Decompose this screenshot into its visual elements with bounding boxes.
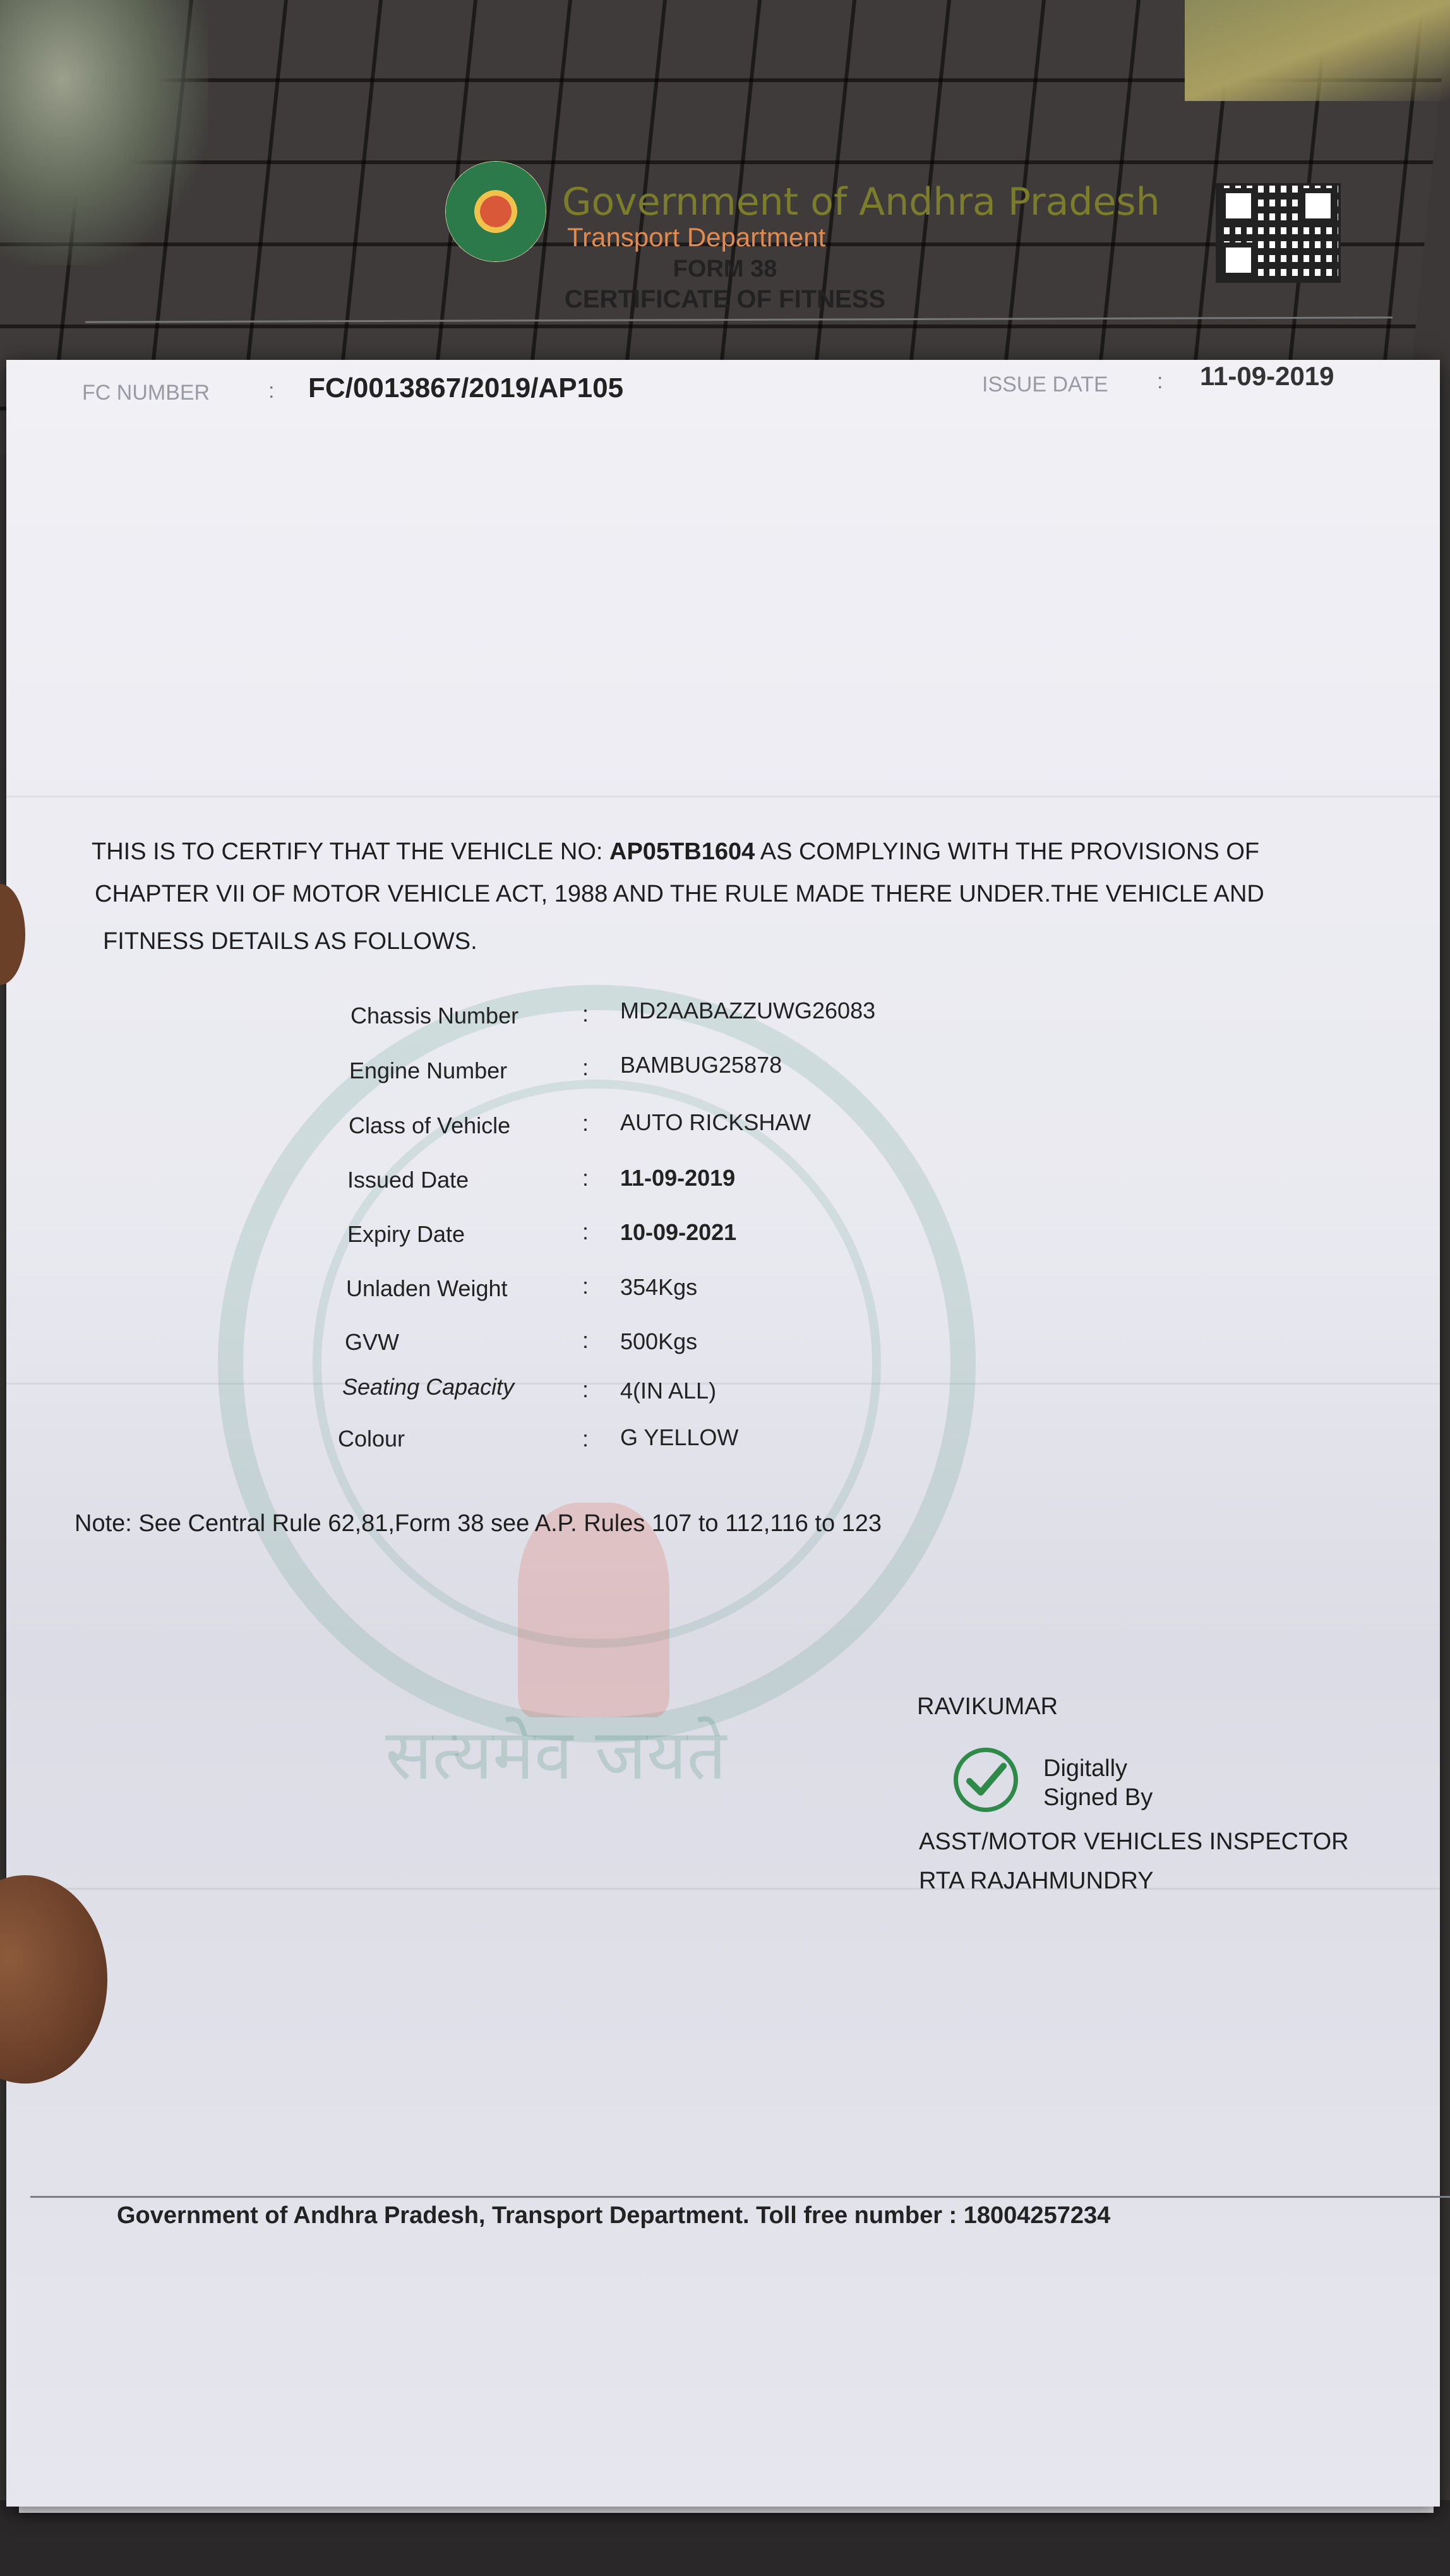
detail-colon: : xyxy=(582,1001,589,1027)
paper-fold xyxy=(6,796,1440,797)
vehicle-number: AP05TB1604 xyxy=(609,838,755,865)
check-mark-icon xyxy=(966,1761,1007,1799)
detail-colon: : xyxy=(582,1273,589,1299)
plastic-wrap xyxy=(0,0,208,265)
detail-label: Class of Vehicle xyxy=(349,1112,511,1138)
detail-colon: : xyxy=(582,1426,589,1452)
detail-value-gvw: 500Kgs xyxy=(620,1328,698,1354)
signer-designation: ASST/MOTOR VEHICLES INSPECTOR xyxy=(919,1828,1349,1855)
digitally-label: Digitally xyxy=(1043,1755,1128,1782)
qr-code-icon xyxy=(1216,183,1341,283)
detail-label: Engine Number xyxy=(349,1058,508,1083)
issue-date-label: ISSUE DATE xyxy=(982,373,1108,397)
detail-colon: : xyxy=(582,1376,589,1402)
qr-finder xyxy=(1221,188,1256,224)
detail-value-expiry-date: 10-09-2021 xyxy=(620,1219,737,1245)
fc-number-label: FC NUMBER xyxy=(82,381,210,405)
certification-prefix: THIS IS TO CERTIFY THAT THE VEHICLE NO: xyxy=(92,838,610,865)
rules-note: Note: See Central Rule 62,81,Form 38 see A.P. Rules 107 to 112,116 to 123 xyxy=(75,1510,882,1537)
detail-value-engine: BAMBUG25878 xyxy=(620,1052,782,1078)
issue-date-colon: : xyxy=(1157,369,1163,393)
detail-colon: : xyxy=(582,1054,589,1080)
footer-text: Government of Andhra Pradesh, Transport Department. Toll free number : 18004257234 xyxy=(117,2202,1111,2229)
detail-label: Unladen Weight xyxy=(346,1275,508,1301)
detail-colon: : xyxy=(582,1110,589,1136)
issue-date-value: 11-09-2019 xyxy=(1200,361,1334,391)
certification-suffix: AS COMPLYING WITH THE PROVISIONS OF xyxy=(755,838,1260,865)
detail-label: Chassis Number xyxy=(351,1003,519,1029)
footer-divider xyxy=(30,2196,1450,2198)
watermark-motto: सत्यमेव जयते xyxy=(385,1714,727,1795)
detail-label: Expiry Date xyxy=(347,1221,465,1247)
detail-colon: : xyxy=(582,1219,589,1244)
detail-label: GVW xyxy=(345,1329,399,1355)
certification-line-3: FITNESS DETAILS AS FOLLOWS. xyxy=(103,928,477,955)
certification-line-1 xyxy=(92,838,1259,866)
detail-label: Seating Capacity xyxy=(342,1374,515,1400)
detail-label: Colour xyxy=(338,1426,405,1452)
certificate-title: CERTIFICATE OF FITNESS xyxy=(564,285,886,313)
certification-line-2: CHAPTER VII OF MOTOR VEHICLE ACT, 1988 AND THE RULE MADE THERE UNDER.THE VEHICLE AND xyxy=(95,881,1264,907)
detail-value-class: AUTO RICKSHAW xyxy=(620,1109,812,1135)
paper-fold xyxy=(6,1888,1440,1890)
detail-label: Issued Date xyxy=(347,1167,469,1193)
detail-value-seating: 4(IN ALL) xyxy=(620,1378,717,1404)
qr-finder xyxy=(1221,242,1256,278)
detail-colon: : xyxy=(582,1327,589,1353)
detail-value-colour: G YELLOW xyxy=(620,1424,739,1450)
detail-value-unladen-weight: 354Kgs xyxy=(620,1274,698,1300)
department-title: Transport Department xyxy=(567,222,826,252)
government-title: Government of Andhra Pradesh xyxy=(562,180,1160,224)
ap-emblem-logo xyxy=(445,161,546,262)
detail-value-issued-date: 11-09-2019 xyxy=(620,1165,736,1191)
fc-number-value: FC/0013867/2019/AP105 xyxy=(308,373,624,403)
detail-value-chassis: MD2AABAZZUWG26083 xyxy=(620,998,876,1023)
signer-name: RAVIKUMAR xyxy=(917,1693,1058,1720)
cloth-corner xyxy=(1185,0,1450,101)
detail-colon: : xyxy=(582,1165,589,1191)
digital-signature-check-icon xyxy=(954,1748,1018,1812)
qr-finder xyxy=(1300,188,1336,224)
form-number: FORM 38 xyxy=(673,256,777,282)
fc-number-colon: : xyxy=(268,379,275,403)
signed-by-label: Signed By xyxy=(1043,1784,1153,1811)
signer-office: RTA RAJAHMUNDRY xyxy=(919,1868,1154,1894)
